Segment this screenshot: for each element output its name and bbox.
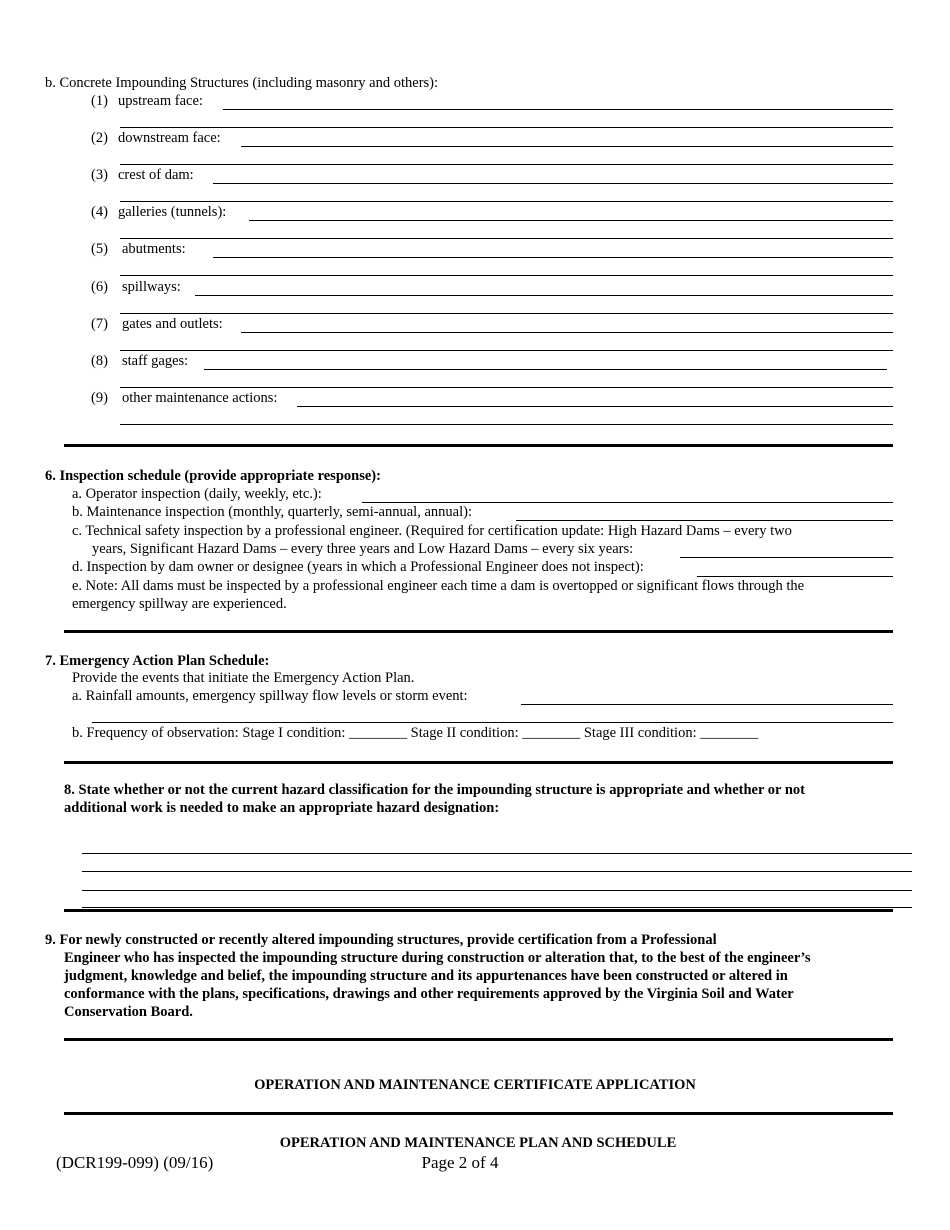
- footer-title: OPERATION AND MAINTENANCE CERTIFICATE APPLICATION: [254, 1077, 696, 1093]
- section8-answer-line[interactable]: [82, 871, 912, 872]
- item-label: gates and outlets:: [122, 316, 223, 332]
- item-field[interactable]: [241, 146, 893, 147]
- divider: [64, 630, 893, 633]
- section6-a-field[interactable]: [362, 502, 893, 503]
- divider: [64, 1038, 893, 1041]
- item-number: (7): [91, 316, 108, 332]
- item-field-continuation[interactable]: [120, 238, 893, 239]
- item-field-continuation[interactable]: [120, 127, 893, 128]
- section6-b-label: b. Maintenance inspection (monthly, quarterly, semi-annual, annual):: [72, 504, 472, 520]
- section8-line2: additional work is needed to make an appropriate hazard designation:: [64, 800, 500, 816]
- section9-line4: conformance with the plans, specifications, drawings and other requirements approved by the Virginia Soil and Water: [64, 986, 794, 1002]
- item-label: upstream face:: [118, 93, 203, 109]
- item-field[interactable]: [297, 406, 893, 407]
- item-number: (2): [91, 130, 108, 146]
- item-field[interactable]: [249, 220, 893, 221]
- item-label: spillways:: [122, 279, 181, 295]
- item-field-continuation[interactable]: [120, 350, 893, 351]
- section8-answer-line[interactable]: [82, 907, 912, 908]
- item-field[interactable]: [223, 109, 893, 110]
- item-label: staff gages:: [122, 353, 189, 369]
- section8-answer-line[interactable]: [82, 890, 912, 891]
- item-number: (5): [91, 241, 108, 257]
- section8-answer-line[interactable]: [82, 853, 912, 854]
- item-label: galleries (tunnels):: [118, 204, 227, 220]
- item-field[interactable]: [241, 332, 893, 333]
- section6-c-line2: years, Significant Hazard Dams – every three years and Low Hazard Dams – every six years:: [92, 541, 634, 557]
- section6-a-label: a. Operator inspection (daily, weekly, etc.):: [72, 486, 322, 502]
- section8-line1: 8. State whether or not the current hazard classification for the impounding structure is appropriate and whether or not: [64, 782, 805, 798]
- item-field[interactable]: [213, 257, 893, 258]
- section6-b-field[interactable]: [516, 520, 893, 521]
- section7-intro: Provide the events that initiate the Emergency Action Plan.: [72, 670, 415, 686]
- item-number: (1): [91, 93, 108, 109]
- item-field-continuation[interactable]: [120, 424, 893, 425]
- section9-line3: judgment, knowledge and belief, the impounding structure and its appurtenances have been constructed or altered in: [64, 968, 788, 984]
- item-field-continuation[interactable]: [120, 313, 893, 314]
- form-id: (DCR199-099) (09/16): [56, 1153, 214, 1172]
- item-field-continuation[interactable]: [120, 387, 893, 388]
- item-number: (4): [91, 204, 108, 220]
- item-field-continuation[interactable]: [120, 275, 893, 276]
- section6-e-line2: emergency spillway are experienced.: [72, 596, 287, 612]
- section9-line5: Conservation Board.: [64, 1004, 193, 1020]
- item-label: other maintenance actions:: [122, 390, 278, 406]
- section-b-heading: b. Concrete Impounding Structures (including masonry and others):: [45, 75, 439, 91]
- section6-c-line1: c. Technical safety inspection by a professional engineer. (Required for certification update: High Hazard Dams – every two: [72, 523, 792, 539]
- item-label: crest of dam:: [118, 167, 194, 183]
- divider: [64, 761, 893, 764]
- section6-d-field[interactable]: [697, 576, 893, 577]
- item-field-continuation[interactable]: [120, 201, 893, 202]
- section7-a-field[interactable]: [521, 704, 893, 705]
- item-field[interactable]: [195, 295, 893, 296]
- divider: [64, 1112, 893, 1115]
- section6-e-line1: e. Note: All dams must be inspected by a professional engineer each time a dam is overtopped or significant flows through the: [72, 578, 805, 594]
- divider: [64, 909, 893, 912]
- item-label: abutments:: [122, 241, 186, 257]
- item-field[interactable]: [204, 369, 887, 370]
- item-number: (6): [91, 279, 108, 295]
- item-number: (9): [91, 390, 108, 406]
- section7-a-field-line2[interactable]: [92, 722, 893, 723]
- section9-line1: 9. For newly constructed or recently altered impounding structures, provide certification from a Professional: [45, 932, 717, 948]
- item-label: downstream face:: [118, 130, 221, 146]
- section7-b-label: b. Frequency of observation: Stage I condition: ________ Stage II condition: ________ Stage III condition: ________: [72, 725, 759, 741]
- section6-d-label: d. Inspection by dam owner or designee (years in which a Professional Engineer does not inspect):: [72, 559, 644, 575]
- item-field[interactable]: [213, 183, 893, 184]
- section7-a-label: a. Rainfall amounts, emergency spillway flow levels or storm event:: [72, 688, 468, 704]
- section6-heading: 6. Inspection schedule (provide appropriate response):: [45, 468, 381, 484]
- footer-subtitle: OPERATION AND MAINTENANCE PLAN AND SCHEDULE: [279, 1135, 677, 1151]
- section7-heading: 7. Emergency Action Plan Schedule:: [45, 653, 270, 669]
- page-number: Page 2 of 4: [421, 1153, 499, 1172]
- item-number: (8): [91, 353, 108, 369]
- section9-line2: Engineer who has inspected the impounding structure during construction or alteration that, to the best of the engineer’s: [64, 950, 811, 966]
- divider: [64, 444, 893, 447]
- item-field-continuation[interactable]: [120, 164, 893, 165]
- item-number: (3): [91, 167, 108, 183]
- section6-c-field[interactable]: [680, 557, 893, 558]
